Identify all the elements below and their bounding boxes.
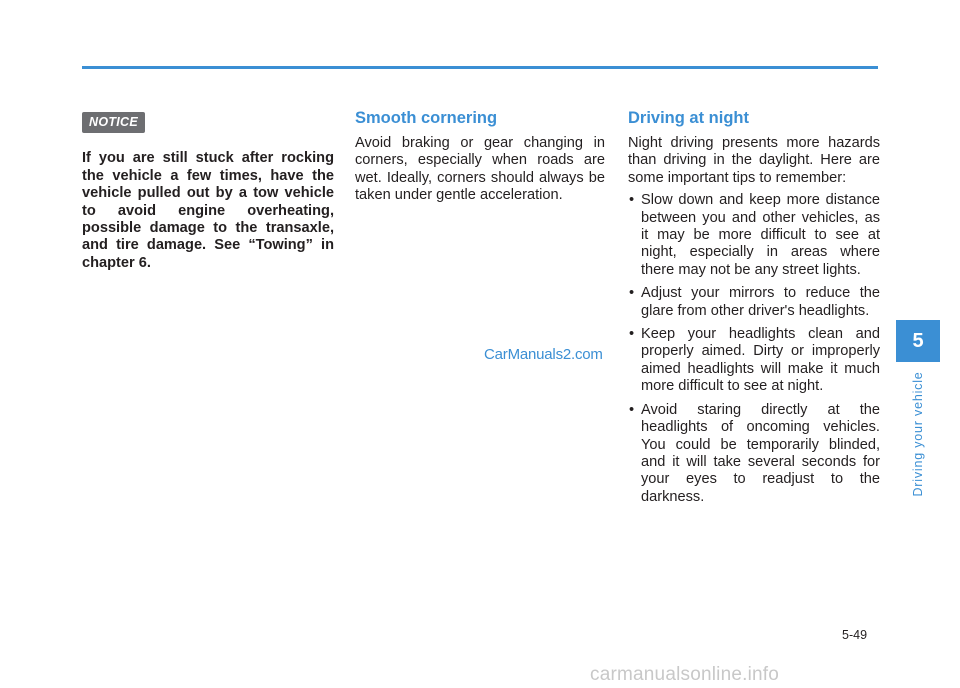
night-driving-tips bbox=[628, 192, 880, 506]
list-item bbox=[628, 192, 880, 279]
night-driving-intro: Night driving presents more hazards than driving in the daylight. Here are some important tips to remember: bbox=[628, 135, 880, 186]
notice-text: If you are still stuck after rocking the vehicle a few times, have the vehicle pulled out by a tow vehicle to avoid engine overheating, possible damage to the transaxle, and tire damage. See “Towing” in chapter 6. bbox=[82, 150, 334, 271]
bullet-icon: • bbox=[629, 326, 635, 343]
chapter-tab: 5 bbox=[896, 320, 940, 362]
header-rule bbox=[82, 66, 878, 69]
watermark-link[interactable]: CarManuals2.com bbox=[484, 346, 603, 363]
bullet-icon: • bbox=[629, 192, 635, 209]
footer-watermark: carmanualsonline.info bbox=[590, 664, 780, 685]
notice-column bbox=[82, 112, 334, 272]
list-item bbox=[628, 326, 880, 396]
night-driving-heading: Driving at night bbox=[628, 109, 749, 127]
list-item bbox=[628, 402, 880, 506]
smooth-cornering-section bbox=[355, 108, 605, 205]
bullet-icon: • bbox=[629, 285, 635, 302]
tip-text: Keep your headlights clean and properly aimed. Dirty or improperly aimed headlights will make it much more difficult to see at night. bbox=[641, 326, 880, 395]
tip-text: Slow down and keep more distance between you and other vehicles, as it may be more difficult to see at night, especially in areas where there may not be any street lights. bbox=[641, 192, 880, 278]
list-item bbox=[628, 285, 880, 320]
smooth-cornering-body: Avoid braking or gear changing in corners, especially when roads are wet. Ideally, corners should always be taken under gentle acceleration. bbox=[355, 135, 605, 204]
page-number: 5-49 bbox=[842, 628, 868, 642]
smooth-cornering-heading: Smooth cornering bbox=[355, 109, 498, 127]
tip-text: Adjust your mirrors to reduce the glare from other driver's headlights. bbox=[641, 285, 880, 319]
chapter-title: Driving your vehicle bbox=[911, 371, 925, 497]
notice-badge: NOTICE bbox=[82, 112, 145, 133]
night-driving-section bbox=[628, 108, 880, 512]
tip-text: Avoid staring directly at the headlights of oncoming vehicles. You could be temporarily blinded, and it will take several seconds for your eyes to readjust to the darkness. bbox=[641, 401, 880, 505]
bullet-icon: • bbox=[629, 401, 635, 418]
